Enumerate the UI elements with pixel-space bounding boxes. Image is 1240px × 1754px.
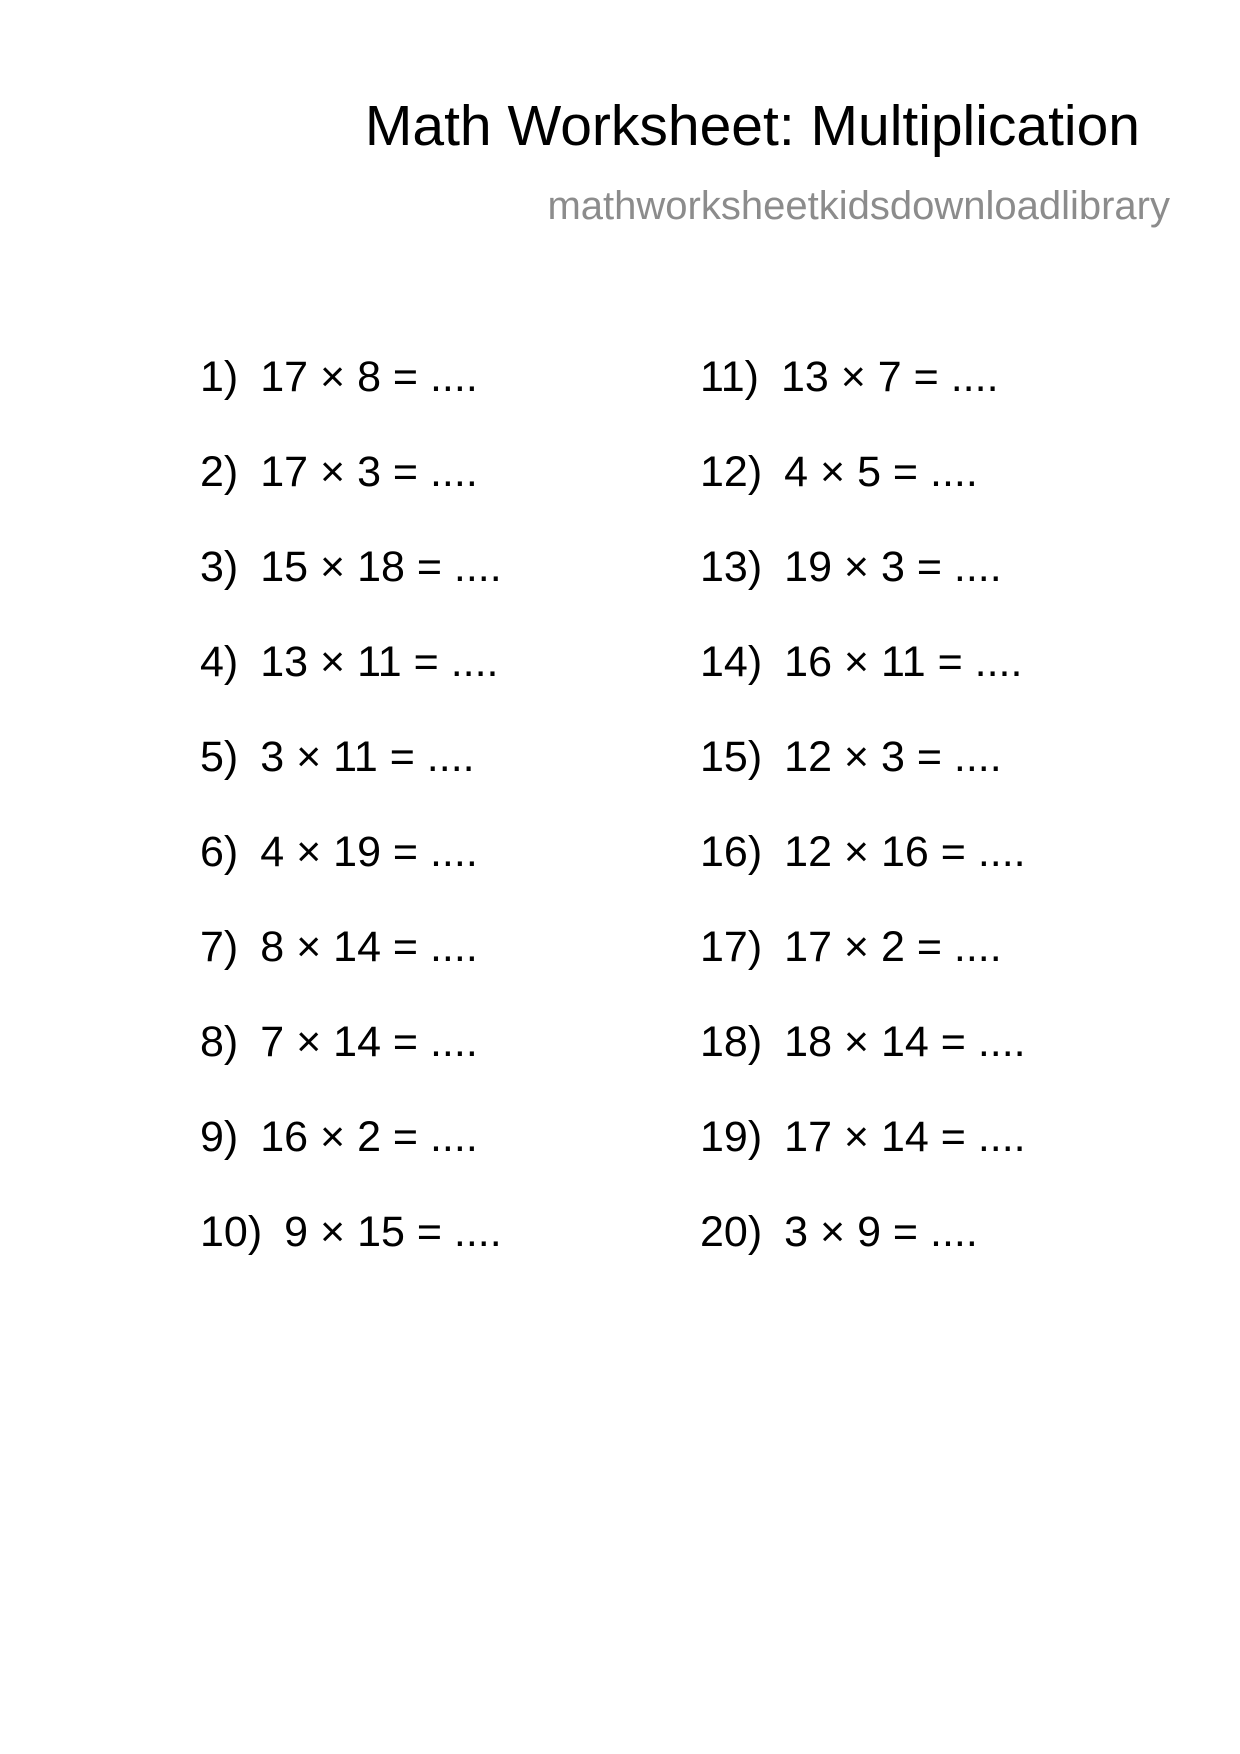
problem-number: 4) bbox=[200, 638, 239, 686]
problem-item bbox=[200, 1112, 502, 1207]
problem-expression: 12 × 16 = .... bbox=[784, 828, 1026, 876]
problem-item bbox=[200, 447, 502, 542]
problem-number: 9) bbox=[200, 1113, 239, 1161]
problem-number: 14) bbox=[700, 638, 763, 686]
problem-expression: 16 × 11 = .... bbox=[784, 638, 1023, 686]
problem-expression: 16 × 2 = .... bbox=[260, 1113, 478, 1161]
problem-expression: 18 × 14 = .... bbox=[784, 1018, 1026, 1066]
problem-number: 8) bbox=[200, 1018, 239, 1066]
problem-number: 2) bbox=[200, 448, 239, 496]
problem-number: 3) bbox=[200, 543, 239, 591]
worksheet-title: Math Worksheet: Multiplication bbox=[364, 94, 1140, 158]
problem-number: 20) bbox=[700, 1208, 763, 1256]
problem-expression: 15 × 18 = .... bbox=[260, 543, 502, 591]
problem-number: 7) bbox=[200, 923, 239, 971]
problem-number: 12) bbox=[700, 448, 763, 496]
problem-item bbox=[200, 1207, 502, 1302]
problem-number: 19) bbox=[700, 1113, 763, 1161]
problem-item bbox=[200, 352, 502, 447]
problem-expression: 19 × 3 = .... bbox=[784, 543, 1002, 591]
problem-expression: 7 × 14 = .... bbox=[260, 1018, 478, 1066]
problem-expression: 17 × 2 = .... bbox=[784, 923, 1002, 971]
problem-item bbox=[700, 1207, 1026, 1302]
problem-number: 15) bbox=[700, 733, 763, 781]
problem-item bbox=[700, 542, 1026, 637]
problem-item bbox=[700, 1112, 1026, 1207]
problem-number: 11) bbox=[700, 353, 759, 401]
problem-column-left bbox=[200, 352, 502, 1302]
problem-number: 10) bbox=[200, 1208, 263, 1256]
problem-expression: 17 × 3 = .... bbox=[260, 448, 478, 496]
problem-item bbox=[700, 637, 1026, 732]
problem-expression: 12 × 3 = .... bbox=[784, 733, 1002, 781]
problem-item bbox=[700, 922, 1026, 1017]
problem-item bbox=[700, 352, 1026, 447]
problem-expression: 3 × 11 = .... bbox=[260, 733, 475, 781]
problem-item bbox=[200, 1017, 502, 1112]
problem-number: 18) bbox=[700, 1018, 763, 1066]
problem-expression: 13 × 7 = .... bbox=[780, 353, 999, 401]
problem-expression: 17 × 8 = .... bbox=[260, 353, 478, 401]
problem-number: 6) bbox=[200, 828, 239, 876]
problem-item bbox=[200, 732, 502, 827]
problem-number: 5) bbox=[200, 733, 239, 781]
problem-expression: 4 × 5 = .... bbox=[784, 448, 978, 496]
problem-number: 1) bbox=[200, 353, 239, 401]
problem-number: 13) bbox=[700, 543, 763, 591]
problem-item bbox=[700, 447, 1026, 542]
problem-expression: 13 × 11 = .... bbox=[260, 638, 499, 686]
problem-item bbox=[200, 542, 502, 637]
problem-item bbox=[200, 827, 502, 922]
problem-expression: 17 × 14 = .... bbox=[784, 1113, 1026, 1161]
problem-item bbox=[200, 637, 502, 732]
problem-number: 17) bbox=[700, 923, 763, 971]
problem-column-right bbox=[700, 352, 1026, 1302]
problem-item bbox=[200, 922, 502, 1017]
problem-expression: 9 × 15 = .... bbox=[284, 1208, 502, 1256]
problem-expression: 8 × 14 = .... bbox=[260, 923, 478, 971]
problem-item bbox=[700, 732, 1026, 827]
problem-item bbox=[700, 827, 1026, 922]
worksheet-subtitle: mathworksheetkidsdownloadlibrary bbox=[547, 184, 1170, 228]
problem-number: 16) bbox=[700, 828, 763, 876]
problem-item bbox=[700, 1017, 1026, 1112]
problem-expression: 4 × 19 = .... bbox=[260, 828, 478, 876]
problem-expression: 3 × 9 = .... bbox=[784, 1208, 978, 1256]
